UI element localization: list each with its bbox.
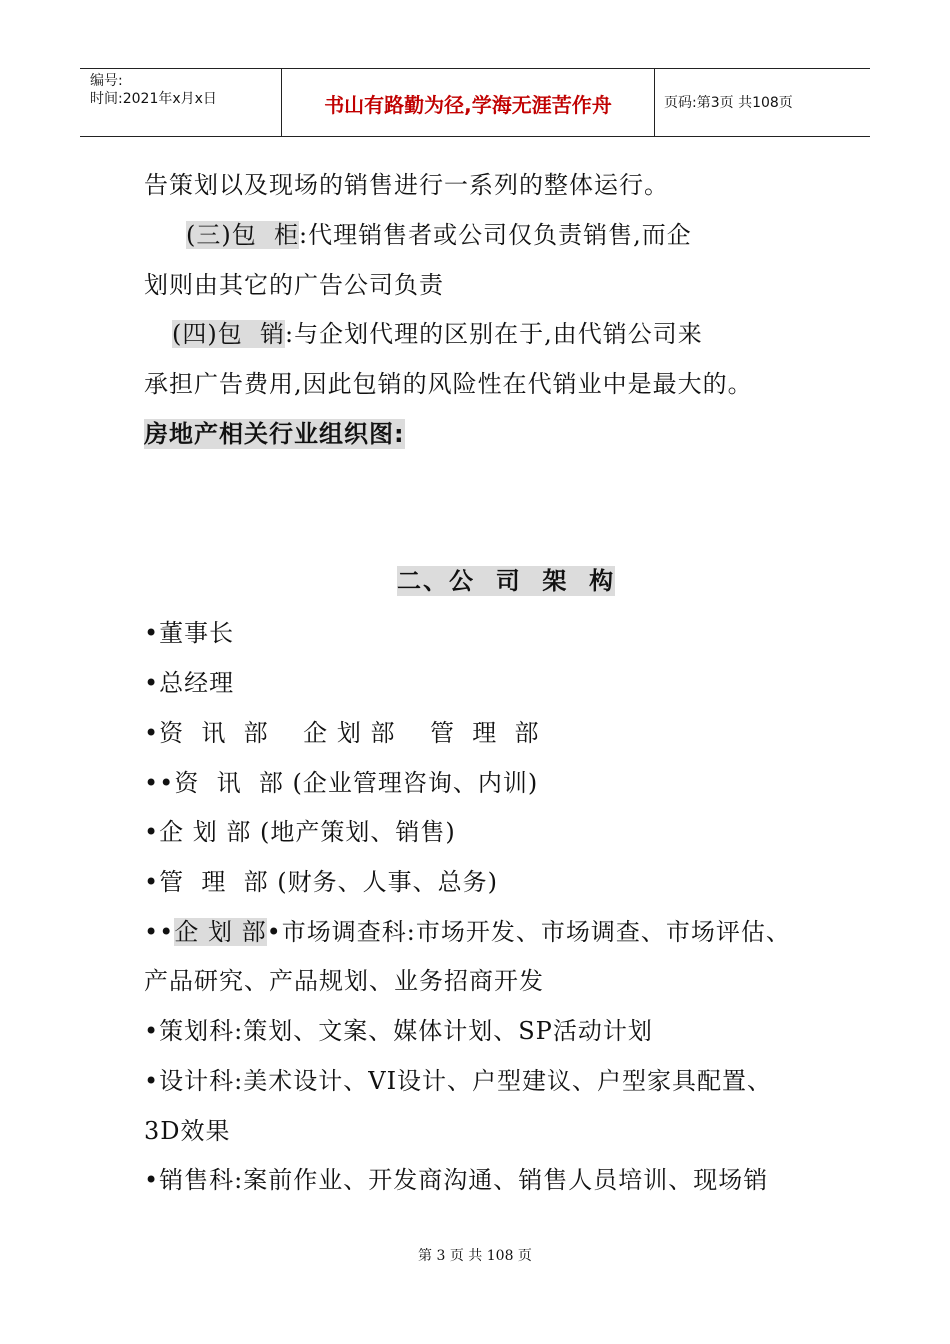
list-item: ••资 讯 部 (企业管理咨询、内训) (144, 769, 539, 797)
list-item (144, 917, 791, 947)
time-label: 时间:2021年x月x日 (90, 91, 217, 107)
section-title: 二、公 司 架 构 (397, 567, 616, 595)
list-item: 3D效果 (144, 1117, 231, 1145)
highlighted-term: (四)包 销 (172, 320, 285, 348)
list-item: •资 讯 部 企 划 部 管 理 部 (144, 719, 540, 747)
header-motto-cell (282, 69, 655, 136)
subheading: 房地产相关行业组织图: (144, 420, 405, 448)
header-page-cell (655, 69, 870, 136)
list-item: 产品研究、产品规划、业务招商开发 (144, 967, 544, 995)
page-header (80, 68, 870, 137)
list-item-text: •市场调查科:市场开发、市场调查、市场评估、 (266, 918, 791, 946)
motto-text: 书山有路勤为径,学海无涯苦作舟 (324, 93, 612, 117)
paragraph-line (172, 319, 703, 349)
list-item: •总经理 (144, 669, 235, 697)
paragraph-line (186, 220, 692, 250)
header-meta-cell (80, 69, 282, 136)
list-item: •管 理 部 (财务、人事、总务) (144, 868, 499, 896)
list-item: •企 划 部 (地产策划、销售) (144, 818, 456, 846)
term-definition: :与企划代理的区别在于,由代销公司来 (284, 320, 703, 348)
paragraph-line: 告策划以及现场的销售进行一系列的整体运行。 (144, 171, 669, 199)
paragraph-line: 划则由其它的广告公司负责 (144, 271, 444, 299)
bullet-prefix: •• (144, 918, 175, 946)
list-item: •设计科:美术设计、VI设计、户型建议、户型家具配置、 (144, 1067, 773, 1095)
number-label: 编号: (90, 73, 123, 89)
highlighted-term: 企 划 部 (174, 918, 267, 946)
list-item: •策划科:策划、文案、媒体计划、SP活动计划 (144, 1017, 653, 1045)
highlighted-term: (三)包 柜 (186, 221, 299, 249)
page-footer: 第 3 页 共 108 页 (418, 1248, 532, 1264)
list-item: •销售科:案前作业、开发商沟通、销售人员培训、现场销 (144, 1166, 769, 1194)
list-item: •董事长 (144, 619, 235, 647)
paragraph-line: 承担广告费用,因此包销的风险性在代销业中是最大的。 (144, 370, 753, 398)
term-definition: :代理销售者或公司仅负责销售,而企 (298, 221, 692, 249)
page-info: 页码:第3页 共108页 (664, 95, 793, 111)
